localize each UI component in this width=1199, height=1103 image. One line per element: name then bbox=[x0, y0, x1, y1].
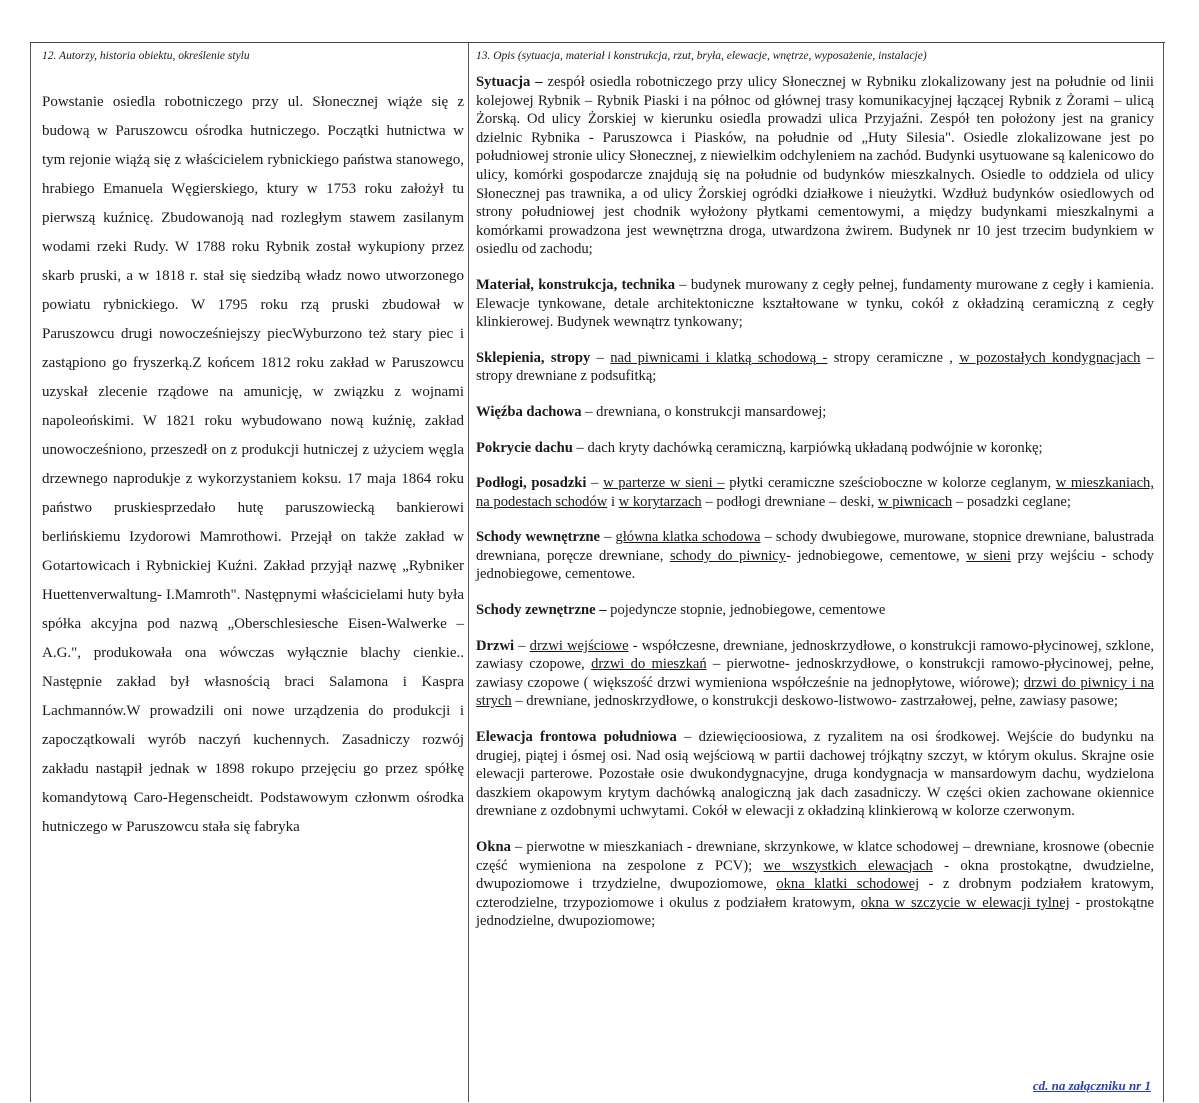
section-label: Pokrycie dachu bbox=[476, 439, 573, 456]
section-schody-wewnetrzne bbox=[476, 528, 1154, 584]
section-text: - okna prostokątne, dwudzielne, dwupoziomowe i trzydzielne, dwupoziomowe, bbox=[476, 857, 1154, 893]
section-label: Materiał, konstrukcja, technika bbox=[476, 276, 676, 293]
section-text: – dach kryty dachówką ceramiczną, karpiówką układaną podwójnie w koronkę; bbox=[572, 439, 1043, 456]
underlined-term: nad piwnicami i klatką schodową - bbox=[610, 349, 828, 366]
underlined-term: w mieszkaniach, bbox=[1055, 475, 1155, 492]
section-text: – bbox=[590, 349, 611, 366]
history-heading: 12. Autorzy, historia obiektu, określenie stylu bbox=[42, 50, 250, 62]
underlined-term: główna klatka schodowa bbox=[615, 529, 761, 546]
underlined-term: drzwi wejściowe bbox=[529, 637, 629, 654]
description-column bbox=[476, 48, 1154, 948]
section-elewacja bbox=[476, 728, 1154, 821]
section-text: zespół osiedla robotniczego przy ulicy Słonecznej w Rybniku zlokalizowany jest na południe od linii kolejowej Rybnik – Rybnik Piaski i na północ od głównej trasy komunikacyjnej łączącej Rybnik z Żorami – ulicą Żorską. Od ulicy Żorskiej w kierunku osiedla prowadzi ulica Przyjaźni. Zespół ten położony jest na granicy dzielnic Rybnika - Paruszowca i Piasków, na południe od „Huty Silesia". Osiedle zlokalizowane jest po południowej stronie ulicy Słonecznej, z niewielkim odchyleniem na zachód. Budynki usytuowane są kalenicowo do ulicy, komórki gospodarcze znajdują się na południe od budynków mieszkalnych. Osiedle to oddziela od ulicy Słonecznej pas trawnika, a od ulicy Żorskiej ogródki działkowe i nieużytki. Wzdłuż budynków osiedlowych od strony południowej jest chodnik wyłożony płytkami cementowymi, a między budynkami mieszkalnymi a komórkami prowadzona jest wewnętrzna droga, utwardzona żwirem. Budynek nr 10 jest trzecim budynkiem w osiedlu od zachodu; bbox=[476, 74, 1154, 258]
history-text: Powstanie osiedla robotniczego przy ul. Słonecznej wiąże się z budową w Paruszowcu ośrodka hutniczego. Początki hutnictwa w tym rejonie wiążą się z właścicielem rybnickiego państwa stanowego, hrabiego Emanuela Węgierskiego, ktury w 1753 roku założył tu pierwszą kuźnicę. Zbudowanoją nad rozległym stawem zasilanym wodami rzeki Rudy. W 1788 roku Rybnik został wykupiony przez skarb pruski, a w 1818 r. stał się siedzibą władz nowo utworzonego powiatu rybnickiego. W 1795 roku rzą pruski zbudował w Paruszowcu drugi nowocześniejszy piecWyburzono też stary piec i zastąpiono go fryszerką.Z końcem 1812 roku zakład w Paruszowcu uzyskał zlecenie rządowe na amunicję, w związku z wojnami napoleońskimi. W 1821 roku wybudowano nową kuźnię, zakład unowocześniono, przeszedł on z produkcji hutniczej z użyciem węgla drzewnego naprodukje z wykorzystaniem koksu. 17 maja 1864 roku państwo pruskiesprzedało hutę paruszowiecką bankierowi berlińskiemu Izydorowi Mamrothowi. Przejął on także zakład w Gotartowicach i Rybnickiej Kuźni. Zakład przyjął nazwę „Rybniker Huettenverwaltung- I.Mamroth". Następnymi właścicielami huty była spółka akcyjna pod nazwą „Oberschlesiesche Eisen-Walwerke – A.G.", produkowała ona wówczas wyłącznie blachy cienkie.. Następnie zakład był własnością braci Salamona i Kaspra Lachmannów.W prowadzili oni nowe urządzenia do produkcji i zapoczątkowali wyrób naczyń kuchennych. Zasadniczy rozwój zakładu nastąpił jednak w 1898 rokupo przejęciu go przez spółkę komandytową Caro-Hegenscheidt. Podstawowym członwm ośrodka hutniczego w Paruszowcu stała się fabryka bbox=[42, 94, 464, 835]
section-text: pojedyncze stopnie, jednobiegowe, cementowe bbox=[606, 602, 886, 619]
section-label: Elewacja frontowa południowa bbox=[476, 729, 677, 746]
section-label: Sklepienia, stropy bbox=[476, 349, 591, 366]
section-label: Schody zewnętrzne – bbox=[476, 602, 607, 619]
section-label: Więźba dachowa bbox=[476, 403, 582, 420]
section-text: stropy ceramiczne , bbox=[827, 349, 960, 366]
underlined-term: w pozostałych kondygnacjach bbox=[959, 349, 1141, 366]
section-text: – pierwotne- jednoskrzydłowe, o konstrukcji ramowo-płycinowej, pełne, zawiasy czopowe ( większość drzwi wymieniona współcześnie na jednopłytowe, wiórowe); bbox=[476, 656, 1154, 691]
section-text: - jednobiegowe, cementowe, bbox=[786, 547, 967, 564]
section-text: - prostokątne jednodzielne, dwupoziomowe; bbox=[476, 894, 1154, 930]
section-sytuacja bbox=[476, 73, 1154, 259]
section-sklepienia bbox=[476, 349, 1154, 386]
continued-note: cd. na załączniku nr 1 bbox=[1032, 1078, 1151, 1093]
section-text: – posadzki ceglane; bbox=[952, 493, 1071, 510]
section-text: – podłogi drewniane – deski, bbox=[701, 493, 879, 510]
underlined-term: w parterze w sieni – bbox=[603, 475, 725, 492]
section-material bbox=[476, 276, 1154, 332]
underlined-term: w korytarzach bbox=[618, 493, 702, 510]
section-label: Drzwi bbox=[476, 637, 515, 654]
section-text: - z drobnym podziałem kratowym, czterodzielne, trzypoziomowe i okulus z podziałem kratowym, bbox=[476, 876, 1154, 911]
section-text: – bbox=[586, 475, 604, 492]
underlined-term: drzwi do piwnicy i na strych bbox=[476, 674, 1154, 710]
section-text: – drewniana, o konstrukcji mansardowej; bbox=[581, 403, 827, 420]
section-text: – bbox=[514, 637, 530, 654]
section-label: Schody wewnętrzne bbox=[476, 529, 601, 546]
section-wiezba bbox=[476, 403, 1154, 422]
underlined-term: w piwnicach bbox=[878, 493, 953, 510]
section-label: Sytuacja – bbox=[476, 74, 543, 90]
section-text: – budynek murowany z cegły pełnej, fundamenty murowane z cegły i kamienia. Elewacje tynkowane, detale architektoniczne kształtowane w tynku, cokół z okładziną ceramiczną z cegły klinkierowej. Budynek wewnątrz tynkowany; bbox=[476, 276, 1154, 331]
section-text: – dziewięcioosiowa, z ryzalitem na osi środkowej. Wejście do budynku na drugiej, piątej i ósmej osi. Nad osią wejściową w partii dachowej trójkątny szczyt, w którym okulus. Skrajne osie elewacji parterowe. Pozostałe osie dwukondygnacyjne, druga kondygnacja w mansardowym dachu, wydzielona daszkiem okapowym krytym dachówką analogiczną jak dach zasadniczy. W części okien zachowane okiennice drewniane z ozdobnymi uchwytami. Cokół w elewacji z okładziną klinkierową w kolorze czerwonym. bbox=[476, 729, 1154, 820]
underlined-term: okna klatki schodowej bbox=[776, 876, 920, 893]
description-heading: 13. Opis (sytuacja, materiał i konstrukcja, rzut, bryła, elewacje, wnętrze, wyposażenie, instalacje) bbox=[476, 50, 927, 62]
section-label: Podłogi, posadzki bbox=[476, 475, 587, 492]
section-text: – stropy drewniane z podsufitką; bbox=[476, 349, 1154, 385]
underlined-term: w sieni bbox=[966, 547, 1011, 564]
section-text: – schody dwubiegowe, murowane, stopnice drewniane, balustrada drewniana, poręcze drewniane, bbox=[476, 529, 1154, 564]
section-text: i bbox=[607, 493, 619, 510]
underlined-term: we wszystkich elewacjach bbox=[763, 857, 933, 874]
section-text: – drewniane, jednoskrzydłowe, o konstrukcji deskowo-listwowo- zastrzałowej, pełne, zawiasy pasowe; bbox=[511, 693, 1118, 710]
description-body bbox=[476, 73, 1154, 931]
section-text: – pierwotne w mieszkaniach - drewniane, skrzynkowe, w klatce schodowej – drewniane, krosnowe (obecnie część wymieniona na zespolone z PCV); bbox=[476, 839, 1154, 874]
section-drzwi bbox=[476, 637, 1154, 711]
underlined-term: drzwi do mieszkań bbox=[591, 656, 707, 673]
section-podlogi bbox=[476, 474, 1154, 511]
section-okna bbox=[476, 838, 1154, 931]
section-text: - współczesne, drewniane, jednoskrzydłowe, o konstrukcji ramowo-płycinowej, szklone, zawiasy czopowe, bbox=[476, 637, 1154, 673]
section-schody-zewnetrzne bbox=[476, 601, 1154, 620]
underlined-term: schody do piwnicy bbox=[669, 547, 787, 564]
history-column bbox=[42, 48, 464, 842]
section-text: przy wejściu - schody jednobiegowe, cementowe. bbox=[476, 547, 1154, 583]
section-label: Okna bbox=[476, 839, 511, 855]
underlined-term: na podestach schodów bbox=[476, 493, 608, 510]
underlined-term: okna w szczycie w elewacji tylnej bbox=[860, 894, 1070, 911]
section-pokrycie bbox=[476, 439, 1154, 458]
section-text: płytki ceramiczne sześcioboczne w kolorze ceglanym, bbox=[724, 475, 1056, 492]
section-text: – bbox=[600, 529, 616, 546]
